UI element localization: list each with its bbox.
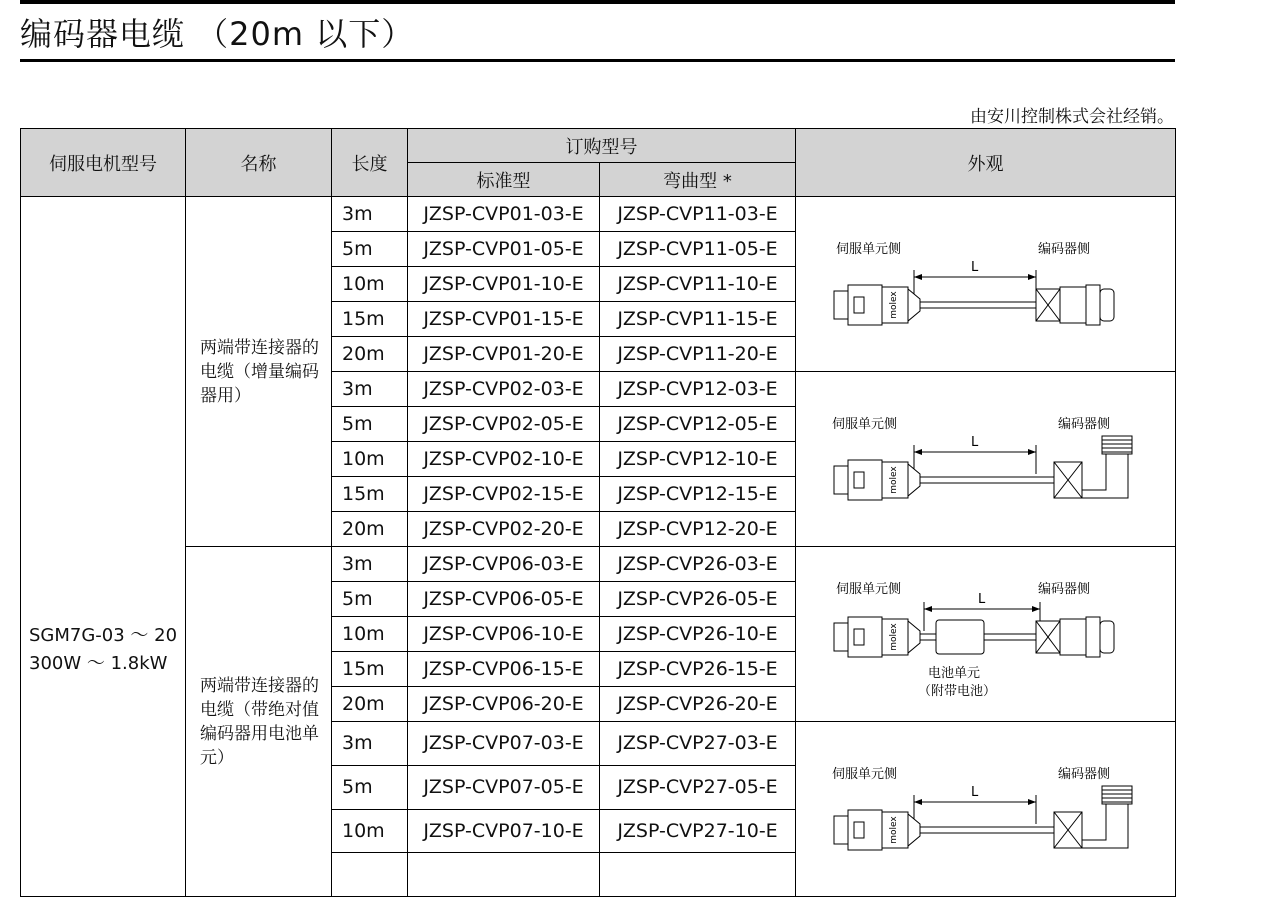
header-motor-model: 伺服电机型号 <box>21 129 186 197</box>
standard-model-cell: JZSP-CVP06-20-E <box>408 687 600 722</box>
appearance-box <box>796 722 1175 896</box>
length-cell: 3m <box>332 197 408 232</box>
bent-model-cell: JZSP-CVP11-20-E <box>600 337 796 372</box>
header-standard: 标准型 <box>408 163 600 197</box>
cable-drawing <box>796 547 1174 721</box>
bent-model-cell: JZSP-CVP26-05-E <box>600 582 796 617</box>
length-cell: 20m <box>332 687 408 722</box>
series-line: SGM7G-03 ～ 20 <box>29 625 178 646</box>
cable-drawing <box>796 722 1174 896</box>
servo-side-label: 伺服单元侧 <box>836 582 902 597</box>
bent-model-cell: JZSP-CVP27-10-E <box>600 809 796 853</box>
length-cell: 10m <box>332 617 408 652</box>
encoder-connector-icon <box>1054 786 1132 848</box>
length-cell: 5m <box>332 765 408 809</box>
servo-connector-icon <box>834 285 920 325</box>
standard-model-cell: JZSP-CVP02-15-E <box>408 477 600 512</box>
appearance-cell <box>796 547 1176 722</box>
bent-model-cell: JZSP-CVP11-10-E <box>600 267 796 302</box>
table-body <box>21 197 1176 897</box>
cable-name-cell: 两端带连接器的电缆（增量编码器用） <box>186 197 332 547</box>
standard-model-cell: JZSP-CVP07-03-E <box>408 722 600 766</box>
bent-model-cell: JZSP-CVP26-15-E <box>600 652 796 687</box>
bent-model-cell: JZSP-CVP11-15-E <box>600 302 796 337</box>
title-rule <box>20 59 1175 62</box>
distributor-note: 由安川控制株式会社经销。 <box>970 107 1174 127</box>
length-cell: 10m <box>332 442 408 477</box>
standard-model-cell: JZSP-CVP07-10-E <box>408 809 600 853</box>
servo-connector-icon <box>834 617 920 657</box>
length-cell: 3m <box>332 372 408 407</box>
encoder-side-label: 编码器侧 <box>1058 767 1111 782</box>
encoder-connector-icon <box>1054 436 1132 498</box>
standard-model-cell: JZSP-CVP01-10-E <box>408 267 600 302</box>
header-order-model: 订购型号 <box>408 129 796 163</box>
encoder-side-label: 编码器侧 <box>1058 417 1111 432</box>
bent-model-cell: JZSP-CVP12-03-E <box>600 372 796 407</box>
appearance-box <box>796 547 1175 721</box>
standard-model-cell: JZSP-CVP07-05-E <box>408 765 600 809</box>
standard-model-cell: JZSP-CVP02-10-E <box>408 442 600 477</box>
length-cell: 20m <box>332 512 408 547</box>
bent-model-cell: JZSP-CVP27-03-E <box>600 722 796 766</box>
appearance-box <box>796 197 1175 371</box>
length-cell: 3m <box>332 722 408 766</box>
length-cell: 3m <box>332 547 408 582</box>
table-row <box>21 197 1176 232</box>
standard-model-cell: JZSP-CVP06-15-E <box>408 652 600 687</box>
appearance-cell <box>796 722 1176 897</box>
bent-model-cell: JZSP-CVP12-15-E <box>600 477 796 512</box>
length-mark: L <box>971 435 979 450</box>
bent-model-cell: JZSP-CVP11-05-E <box>600 232 796 267</box>
standard-model-cell: JZSP-CVP06-10-E <box>408 617 600 652</box>
standard-model-cell: JZSP-CVP01-05-E <box>408 232 600 267</box>
header-bent: 弯曲型 * <box>600 163 796 197</box>
length-cell: 10m <box>332 267 408 302</box>
bent-model-cell <box>600 853 796 897</box>
bent-model-cell: JZSP-CVP11-03-E <box>600 197 796 232</box>
encoder-side-label: 编码器侧 <box>1038 242 1091 257</box>
appearance-cell <box>796 372 1176 547</box>
bent-model-cell: JZSP-CVP12-20-E <box>600 512 796 547</box>
cable-name-cell: 两端带连接器的电缆（带绝对值编码器用电池单元） <box>186 547 332 897</box>
length-cell: 5m <box>332 232 408 267</box>
length-cell: 20m <box>332 337 408 372</box>
bent-model-cell: JZSP-CVP26-03-E <box>600 547 796 582</box>
bent-model-cell: JZSP-CVP26-10-E <box>600 617 796 652</box>
bent-model-cell: JZSP-CVP26-20-E <box>600 687 796 722</box>
servo-side-label: 伺服单元侧 <box>836 242 902 257</box>
servo-connector-icon <box>834 810 920 850</box>
header-name: 名称 <box>186 129 332 197</box>
bent-model-cell: JZSP-CVP27-05-E <box>600 765 796 809</box>
length-cell: 15m <box>332 652 408 687</box>
battery-note-label: （附带电池） <box>918 684 997 699</box>
standard-model-cell: JZSP-CVP06-05-E <box>408 582 600 617</box>
standard-model-cell: JZSP-CVP01-20-E <box>408 337 600 372</box>
encoder-connector-icon <box>1036 617 1114 657</box>
length-cell: 5m <box>332 407 408 442</box>
standard-model-cell: JZSP-CVP02-20-E <box>408 512 600 547</box>
length-cell: 10m <box>332 809 408 853</box>
cable-drawing <box>796 372 1174 546</box>
header-appearance: 外观 <box>796 129 1176 197</box>
top-rule <box>20 0 1175 4</box>
encoder-connector-icon <box>1036 285 1114 325</box>
table-row <box>21 547 1176 582</box>
servo-side-label: 伺服单元侧 <box>832 417 898 432</box>
page-title: 编码器电缆 （20m 以下） <box>20 15 415 53</box>
brand-label: molex <box>889 466 899 494</box>
length-mark: L <box>978 592 986 607</box>
length-mark: L <box>971 785 979 800</box>
motor-series-cell <box>21 197 186 897</box>
cable-spec-table <box>20 128 1176 897</box>
length-cell: 15m <box>332 477 408 512</box>
length-mark: L <box>971 260 979 275</box>
brand-label: molex <box>889 623 899 651</box>
cable-drawing <box>796 197 1174 371</box>
appearance-cell <box>796 197 1176 372</box>
battery-unit-label: 电池单元 <box>928 666 981 681</box>
brand-label: molex <box>889 816 899 844</box>
standard-model-cell: JZSP-CVP01-15-E <box>408 302 600 337</box>
standard-model-cell: JZSP-CVP02-05-E <box>408 407 600 442</box>
appearance-box <box>796 372 1175 546</box>
series-line: 300W ～ 1.8kW <box>29 653 168 674</box>
encoder-side-label: 编码器侧 <box>1038 582 1091 597</box>
servo-connector-icon <box>834 460 920 500</box>
brand-label: molex <box>889 291 899 319</box>
standard-model-cell: JZSP-CVP01-03-E <box>408 197 600 232</box>
standard-model-cell: JZSP-CVP02-03-E <box>408 372 600 407</box>
standard-model-cell <box>408 853 600 897</box>
bent-model-cell: JZSP-CVP12-05-E <box>600 407 796 442</box>
length-cell: 15m <box>332 302 408 337</box>
bent-model-cell: JZSP-CVP12-10-E <box>600 442 796 477</box>
standard-model-cell: JZSP-CVP06-03-E <box>408 547 600 582</box>
servo-side-label: 伺服单元侧 <box>832 767 898 782</box>
length-cell <box>332 853 408 897</box>
battery-unit-icon <box>936 620 984 654</box>
length-cell: 5m <box>332 582 408 617</box>
header-length: 长度 <box>332 129 408 197</box>
